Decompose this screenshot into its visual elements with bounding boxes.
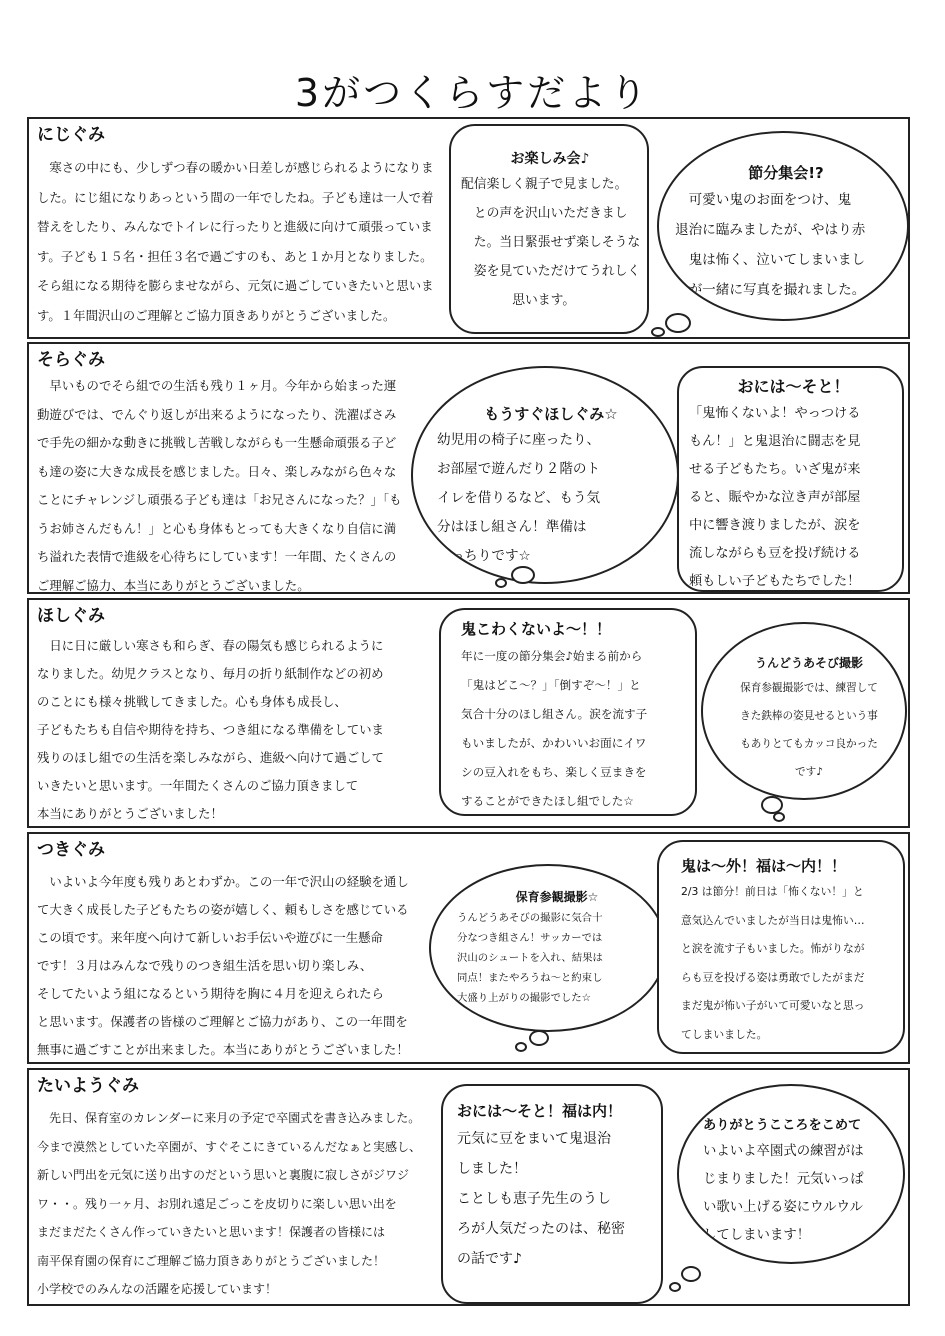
bubble-setsubun-shukai [657,131,909,321]
bubble-title-arigatou-kokoro: ありがとうこころをこめて [703,1118,862,1133]
bubble-text-oni-kowakunaiyo: 年に一度の節分集会♪始まる前から 「鬼はどこ～？」「倒すぞ～！」と 気合十分のほし組さん。涙を流す子 もいましたが、かわいいお面にイワ シの豆入れをもち、楽しく豆まきを することができたほし組でした☆ [461,649,648,808]
section-niji [27,117,910,339]
bubble-text-arigatou-kokoro: いよいよ卒園式の練習がは じまりました！元気いっぱ い歌い上げる姿にウルウル してしまいます！ [703,1144,864,1243]
bubble-title-oniwa-soto-fukuwa-uchi-taiyou: おには～そと！福は内！ [457,1102,623,1120]
bubble-hoiku-sankan [429,864,667,1032]
section-taiyou [27,1068,910,1306]
bubble-title-undouasobi-satsuei: うんどうあそび撮影 [754,656,863,670]
class-name-taiyou: たいようぐみ [37,1076,139,1096]
bubble-text-oniwa-soto-fukuwa-uchi: 2/3 は節分！前日は「怖くない！」と 意気込んでいましたが当日は鬼怖い… と涙を流す子もいました。怖がりなが らも豆を投げる姿は勇敢でしたがまだ まだ鬼が怖い子がいて可愛いなと思っ てしまいました。 [681,885,865,1041]
class-name-niji: にじぐみ [37,125,105,145]
section-sora [27,342,910,594]
thought-dot-small [773,812,785,822]
section-hoshi [27,598,910,828]
bubble-title-oniwa-soto: おには～そと！ [737,377,850,396]
thought-dot-small [651,327,665,337]
thought-dot-small [495,578,507,588]
bubble-oniwa-soto [677,366,904,592]
thought-dot-small [515,1042,527,1052]
bubble-undouasobi-satsuei [701,622,907,800]
thought-dot-large [665,313,691,333]
bubble-text-oniwa-soto: 「鬼怖くないよ！やっつける もん！」と鬼退治に闘志を見 せる子どもたち。いざ鬼が来 ると、賑やかな泣き声が部屋 中に響き渡りましたが、涙を 流しながらも豆を投げ続ける 頼もしい子どもたちでした！ [689,406,861,589]
bubble-text-mousugu-hoshigumi: 幼児用の椅子に座ったり、 お部屋で遊んだり２階のト イレを借りるなど、もう気 分はほし組さん！準備は ばっちりです☆ [437,432,601,564]
bubble-otanoshimikai [449,124,649,334]
bubble-title-setsubun-shukai: 節分集会!? [748,164,824,182]
class-name-tsuki: つきぐみ [37,840,105,860]
thought-dot-small [669,1282,681,1292]
bubble-title-mousugu-hoshigumi: もうすぐほしぐみ☆ [484,405,618,423]
bubble-title-oniwa-soto-fukuwa-uchi: 鬼は～外！福は～内！！ [681,857,847,875]
thought-dot-large [529,1030,549,1046]
bubble-title-oni-kowakunaiyo: 鬼こわくないよ～！！ [461,620,612,638]
bubble-arigatou-kokoro [677,1084,905,1264]
bubble-oniwa-soto-fukuwa-uchi [657,840,905,1054]
section-body-tsuki: いよいよ今年度も残りあとわずか。この一年で沢山の経験を通し て大きく成長した子どもたちの姿が嬉しく、頼もしさを感じている この頃です。来年度へ向けて新しいお手伝いや遊びに一生懸命 です！３月はみんなで残りのつき組生活を思い切り楽しみ、 そしてたいよう組になるという期待を胸に４月を迎えられたら と思います。保護者の皆様のご理解とご協力があり、この一年間を 無事に過ごすことが出来ました。本当にありがとうございました！ [37,874,409,1057]
bubble-text-oniwa-soto-fukuwa-uchi-taiyou: 元気に豆をまいて鬼退治 しました！ ことしも恵子先生のうし ろが人気だったのは、秘密 の話です♪ [457,1131,625,1267]
bubble-title-hoiku-sankan: 保育参観撮影☆ [515,890,599,904]
bubble-mousugu-hoshigumi [411,366,679,584]
class-name-hoshi: ほしぐみ [37,606,105,626]
section-body-niji: 寒さの中にも、少しずつ春の暖かい日差しが感じられるようになりま した。にじ組になりあっという間の一年でしたね。子ども達は一人で着 替えをしたり、みんなでトイレに行ったりと進級に向けて頑張っていま す。子ども１５名・担任３名で過ごすのも、あと１か月となりました。 そら組になる期待を膨らませながら、元気に過ごしていきたいと思いま す。１年間沢山のご理解とご協力頂きありがとうございました。 [37,160,434,323]
bubble-oniwa-soto-fukuwa-uchi-taiyou [441,1084,663,1304]
section-tsuki [27,832,910,1064]
section-body-sora: 早いものでそら組での生活も残り１ヶ月。今年から始まった運 動遊びでは、でんぐり返しが出来るようになったり、洗濯ばさみ で手先の細かな動きに挑戦し苦戦しながらも一生懸命頑張る子ど も達の姿に大きな成長を感じました。日々、楽しみながら色々な ことにチャレンジし頑張る子ども達は「お兄さんになった？」「も うお姉さんだもん！」と心も身体もとっても大きくなり自信に満 ち溢れた表情で進級を心待ちにしています！一年間、たくさんの ご理解ご協力、本当にありがとうございました。 [37,378,402,593]
class-name-sora: そらぐみ [37,350,105,370]
bubble-text-hoiku-sankan: うんどうあそびの撮影に気合十 分なつき組さん！サッカーでは 沢山のシュートを入れ、結果は 同点！またやろうね～と約束し 大盛り上がりの撮影でした☆ [457,912,603,1004]
section-body-hoshi: 日に日に厳しい寒さも和らぎ、春の陽気も感じられるように なりました。幼児クラスとなり、毎月の折り紙制作などの初め のことにも様々挑戦してきました。心も身体も成長し、 子どもたちも自信や期待を持ち、つき組になる準備をしていま 残りのほし組での生活を楽しみながら、進級へ向けて過ごして いきたいと思います。一年間たくさんのご協力頂きまして 本当にありがとうございました！ [37,638,384,821]
section-body-taiyou: 先日、保育室のカレンダーに来月の予定で卒園式を書き込みました。 今まで漠然としていた卒園が、すぐそこにきているんだなぁと実感し、 新しい門出を元気に送り出すのだという思いと裏腹に寂しさがジワジ ワ・・。残り一ヶ月、お別れ遠足ごっこを皮切りに楽しい思い出を まだまだたくさん作っていきたいと思います！保護者の皆様には 南平保育園の保育にご理解ご協力頂きありがとうございました！ 小学校でのみんなの活躍を応援しています！ [37,1111,422,1296]
page-title: 3がつくらすだより [294,71,651,115]
bubble-text-setsubun-shukai: 可愛い鬼のお面をつけ、鬼 退治に臨みましたが、やはり赤 鬼は怖く、泣いてしまいまし たが一緒に写真を撮れました。 [675,192,866,298]
bubble-text-undouasobi-satsuei: 保育参観撮影では、練習して きた鉄棒の姿見せるという事 もありとてもカッコ良かった です♪ [740,682,878,778]
thought-dot-large [681,1266,701,1282]
bubble-text-otanoshimikai: 配信楽しく親子で見ました。 との声を沢山いただきまし た。当日緊張せず楽しそうな 姿を見ていただけてうれしく 思います。 [461,177,641,308]
thought-dot-large [511,566,535,584]
bubble-oni-kowakunaiyo [439,608,697,816]
bubble-title-otanoshimikai: お楽しみ会♪ [510,151,590,167]
